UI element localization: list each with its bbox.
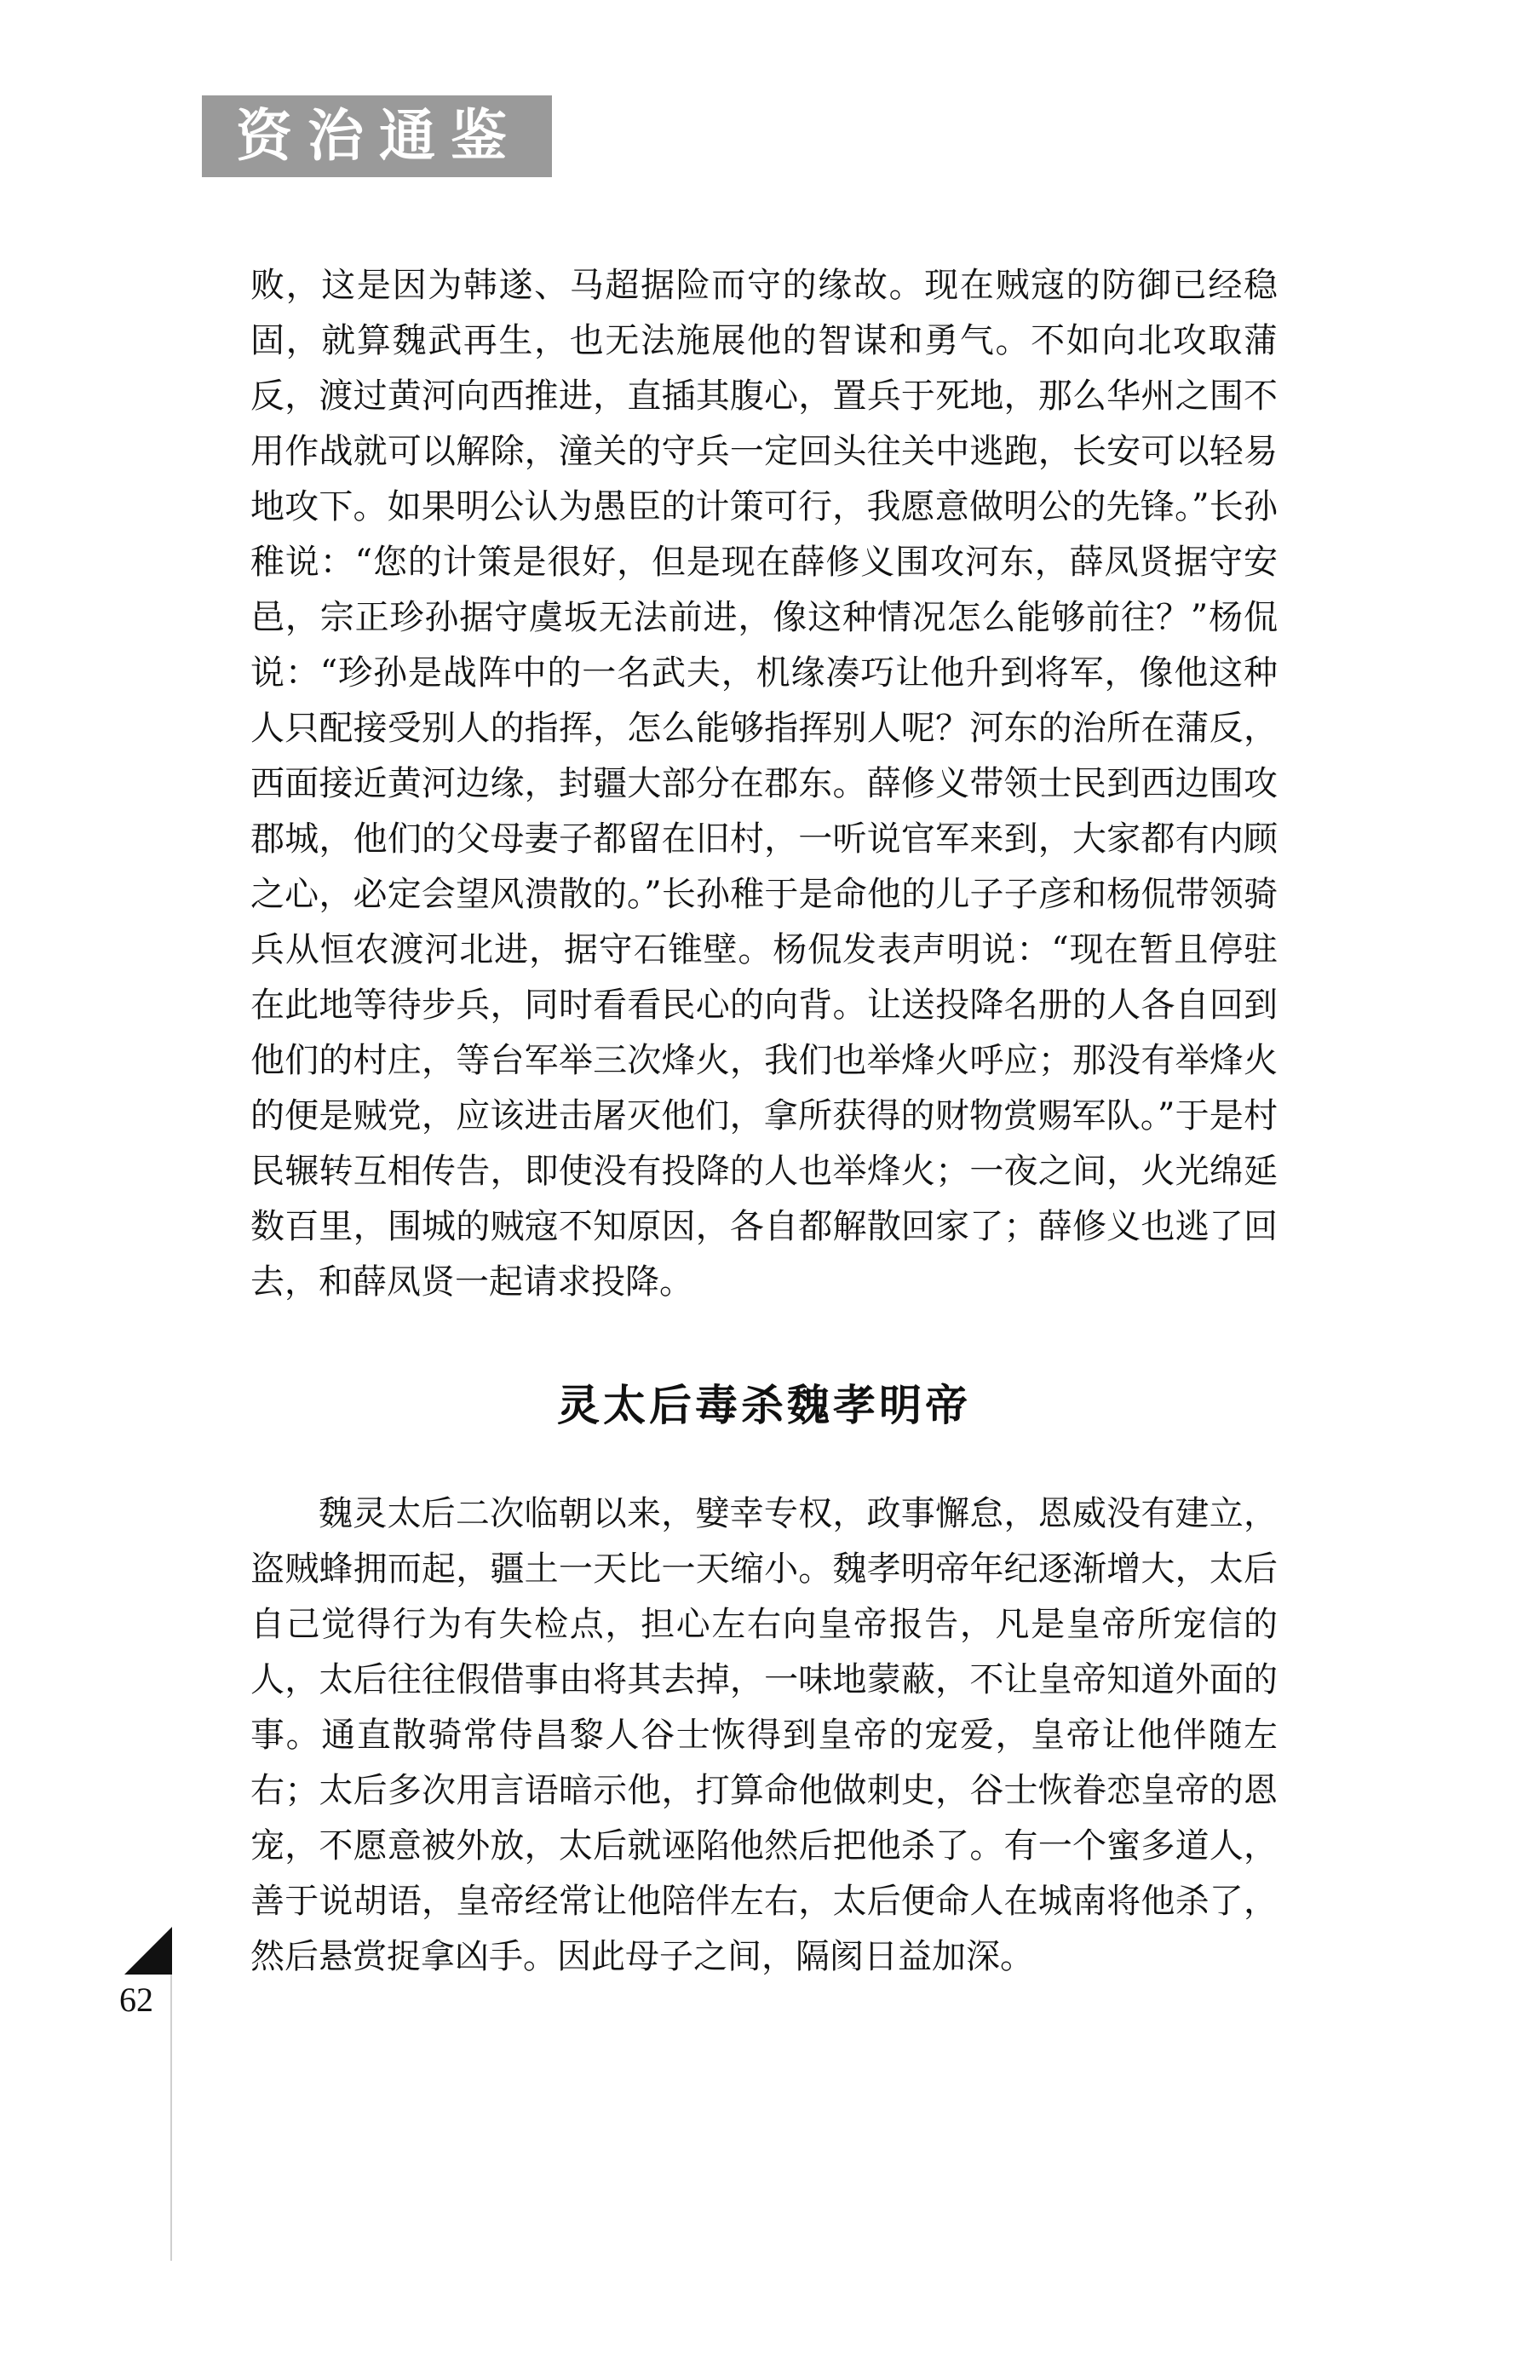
section-heading: 灵太后毒杀魏孝明帝 xyxy=(557,1381,971,1430)
page-number: 62 xyxy=(119,1980,153,2019)
body-paragraph: 魏灵太后二次临朝以来，嬖幸专权，政事懈怠，恩威没有建立，盗贼蜂拥而起，疆土一天比一天缩小。魏孝明帝年纪逐渐增大，太后自己觉得行为有失检点，担心左右向皇帝报告，凡是皇帝所宠信的人，太后往往假借事由将其去掉，一味地蒙蔽，不让皇帝知道外面的事。通直散骑常侍昌黎人谷士恢得到皇帝的宠爱，皇帝让他伴随左右；太后多次用言语暗示他，打算命他做刺史，谷士恢眷恋皇帝的恩宠，不愿意被外放，太后就诬陷他然后把他杀了。有一个蜜多道人，善于说胡语，皇帝经常让他陪伴左右，太后便命人在城南将他杀了，然后悬赏捉拿凶手。因此母子之间，隔阂日益加深。 xyxy=(250,1494,1278,1976)
page-corner-triangle-icon xyxy=(124,1927,172,1975)
book-title: 资治通鉴 xyxy=(236,103,522,169)
book-title-banner xyxy=(202,95,552,177)
margin-rule xyxy=(170,1975,172,2261)
body-paragraph: 败，这是因为韩遂、马超据险而守的缘故。现在贼寇的防御已经稳固，就算魏武再生，也无法施展他的智谋和勇气。不如向北攻取蒲反，渡过黄河向西推进，直插其腹心，置兵于死地，那么华州之围不用作战就可以解除，潼关的守兵一定回头往关中逃跑，长安可以轻易地攻下。如果明公认为愚臣的计策可行，我愿意做明公的先锋。”长孙稚说：“您的计策是很好，但是现在薛修义围攻河东，薛凤贤据守安邑，宗正珍孙据守虞坂无法前进，像这种情况怎么能够前往？”杨侃说：“珍孙是战阵中的一名武夫，机缘凑巧让他升到将军，像他这种人只配接受别人的指挥，怎么能够指挥别人呢？河东的治所在蒲反，西面接近黄河边缘，封疆大部分在郡东。薛修义带领士民到西边围攻郡城，他们的父母妻子都留在旧村，一听说官军来到，大家都有内顾之心，必定会望风溃散的。”长孙稚于是命他的儿子子彦和杨侃带领骑兵从恒农渡河北进，据守石锥壁。杨侃发表声明说：“现在暂且停驻在此地等待步兵，同时看看民心的向背。让送投降名册的人各自回到他们的村庄，等台军举三次烽火，我们也举烽火呼应；那没有举烽火的便是贼党，应该进击屠灭他们，拿所获得的财物赏赐军队。”于是村民辗转互相传告，即使没有投降的人也举烽火；一夜之间，火光绵延数百里，围城的贼寇不知原因，各自都解散回家了；薛修义也逃了回去，和薛凤贤一起请求投降。 xyxy=(250,266,1278,1302)
